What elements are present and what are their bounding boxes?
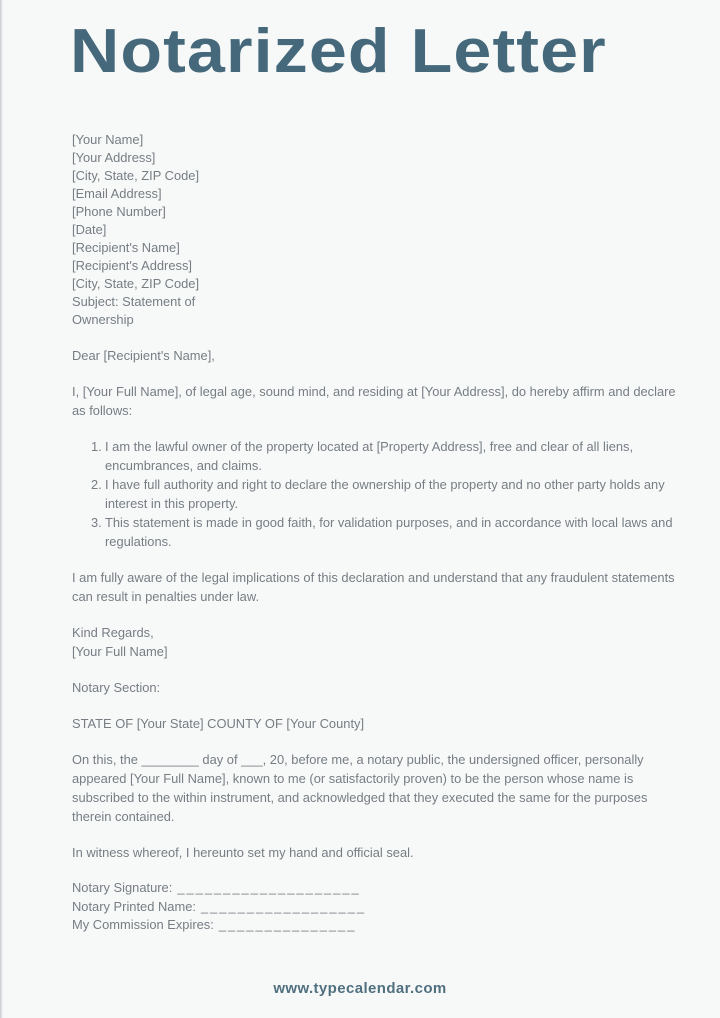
header-line-recipient-address: [Recipient's Address]: [72, 258, 192, 273]
page-title: Notarized Letter: [70, 17, 607, 86]
header-line-city-state-zip: [City, State, ZIP Code]: [72, 168, 200, 183]
header-line-email: [Email Address]: [72, 186, 162, 201]
commission-expires-blank: _______________: [218, 917, 357, 932]
signoff: Kind Regards,: [72, 625, 154, 640]
letter-header-block: [72, 131, 234, 329]
notary-printed-name-row: [72, 898, 676, 917]
commission-expires-row: [72, 916, 676, 935]
signoff-block: [72, 623, 676, 661]
salutation: Dear [Recipient's Name],: [72, 348, 215, 363]
notary-signature-blank: ____________________: [177, 880, 361, 895]
header-line-recipient-city-state-zip: [City, State, ZIP Code]: [72, 276, 200, 291]
notary-signature-row: [72, 879, 676, 898]
header-line-date: [Date]: [72, 222, 107, 237]
state-county-line: STATE OF [Your State] COUNTY OF [Your County]: [72, 716, 365, 731]
header-line-subject: Subject: Statement of Ownership: [72, 294, 196, 327]
declaration-item: I am the lawful owner of the property located at [Property Address], free and clear of all liens, encumbrances, and claims.: [105, 439, 634, 473]
notary-printed-name-blank: __________________: [200, 898, 366, 914]
letter-body: [72, 131, 676, 935]
closing-paragraph: I am fully aware of the legal implications of this declaration and understand that any fraudulent statements can result in penalties under law.: [72, 570, 675, 604]
declaration-item: This statement is made in good faith, for validation purposes, and in accordance with local laws and regulations.: [105, 515, 673, 549]
header-line-recipient-name: [Recipient's Name]: [72, 240, 180, 255]
notary-printed-name-label: Notary Printed Name:: [72, 898, 196, 914]
notary-signature-label: Notary Signature:: [72, 880, 173, 895]
notary-signature-block: [72, 879, 676, 935]
scan-edge-artifact: [0, 0, 3, 1018]
header-line-your-name: [Your Name]: [72, 132, 144, 147]
declaration-item: I have full authority and right to declare the ownership of the property and no other party holds any interest in this property.: [105, 477, 665, 511]
declarations-list: [72, 437, 676, 551]
commission-expires-label: My Commission Expires:: [72, 917, 214, 932]
header-line-your-address: [Your Address]: [72, 150, 156, 165]
signoff-name: [Your Full Name]: [72, 644, 168, 659]
header-line-phone: [Phone Number]: [72, 204, 166, 219]
acknowledgment-paragraph: On this, the ________ day of ___, 20, before me, a notary public, the undersigned officer, personally appeared [Your Full Name], known to me (or satisfactorily proven) to be the person whose name is subscribed to the within instrument, and acknowledged that they executed the same for the purposes therein contained.: [72, 752, 648, 824]
opening-paragraph: I, [Your Full Name], of legal age, sound mind, and residing at [Your Address], do hereby affirm and declare as follows:: [72, 384, 676, 418]
footer-url: www.typecalendar.com: [273, 980, 447, 997]
witness-line: In witness whereof, I hereunto set my hand and official seal.: [72, 845, 414, 860]
notary-section-heading: Notary Section:: [72, 680, 161, 695]
